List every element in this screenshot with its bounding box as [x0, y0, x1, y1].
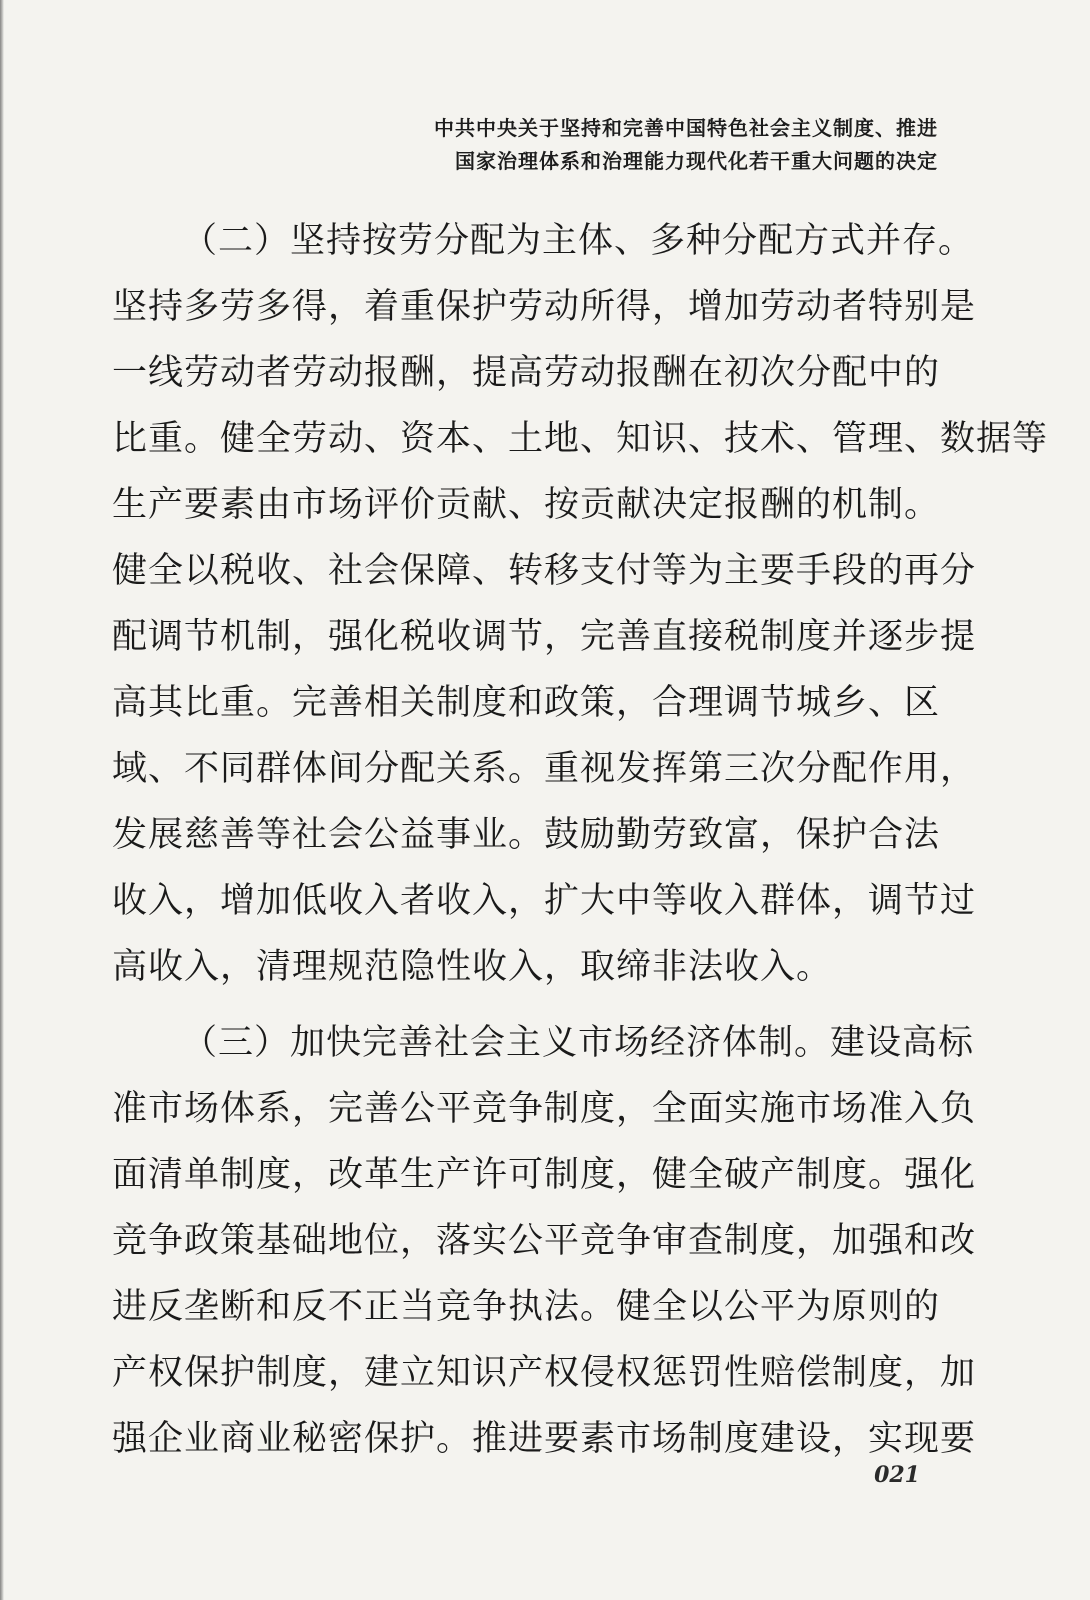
- paragraph-2-line-7: 配调节机制，强化税收调节，完善直接税制度并逐步提: [112, 617, 977, 657]
- paragraph-2-line-11: 收入，增加低收入者收入，扩大中等收入群体，调节过: [112, 881, 977, 921]
- page-number: 021: [874, 1462, 920, 1488]
- paragraph-2-line-2: 坚持多劳多得，着重保护劳动所得，增加劳动者特别是: [112, 287, 977, 327]
- paragraph-3-line-7: 强企业商业秘密保护。推进要素市场制度建设，实现要: [112, 1419, 977, 1459]
- paragraph-2-line-6: 健全以税收、社会保障、转移支付等为主要手段的再分: [112, 551, 977, 591]
- paragraph-2-line-8: 高其比重。完善相关制度和政策，合理调节城乡、区: [112, 683, 941, 723]
- paragraph-2-line-9: 域、不同群体间分配关系。重视发挥第三次分配作用，: [112, 749, 977, 789]
- running-head: [434, 112, 938, 178]
- body-text: [112, 208, 1049, 1472]
- paragraph-3-line-2: 准市场体系，完善公平竞争制度，全面实施市场准入负: [112, 1089, 977, 1129]
- paragraph-2-line-4: 比重。健全劳动、资本、土地、知识、技术、管理、数据等: [112, 419, 1049, 459]
- running-head-line-2: 国家治理体系和治理能力现代化若干重大问题的决定: [455, 149, 938, 173]
- paragraph-3-line-6: 产权保护制度，建立知识产权侵权惩罚性赔偿制度，加: [112, 1353, 977, 1393]
- paragraph-3-line-5: 进反垄断和反不正当竞争执法。健全以公平为原则的: [112, 1287, 941, 1327]
- running-head-line-1: 中共中央关于坚持和完善中国特色社会主义制度、推进: [434, 116, 938, 140]
- paragraph-2-line-10: 发展慈善等社会公益事业。鼓励勤劳致富，保护合法: [112, 815, 941, 855]
- paragraph-3-line-3: 面清单制度，改革生产许可制度，健全破产制度。强化: [112, 1155, 977, 1195]
- paragraph-2-line-12: 高收入，清理规范隐性收入，取缔非法收入。: [112, 947, 833, 987]
- paragraph-3-line-1: （三）加快完善社会主义市场经济体制。建设高标: [182, 1023, 975, 1063]
- paragraph-2-line-1: （二）坚持按劳分配为主体、多种分配方式并存。: [182, 221, 975, 261]
- page-binding-edge: [0, 0, 4, 1600]
- paragraph-2-line-3: 一线劳动者劳动报酬，提高劳动报酬在初次分配中的: [112, 353, 941, 393]
- paragraph-2-line-5: 生产要素由市场评价贡献、按贡献决定报酬的机制。: [112, 485, 941, 525]
- paragraph-3-line-4: 竞争政策基础地位，落实公平竞争审查制度，加强和改: [112, 1221, 977, 1261]
